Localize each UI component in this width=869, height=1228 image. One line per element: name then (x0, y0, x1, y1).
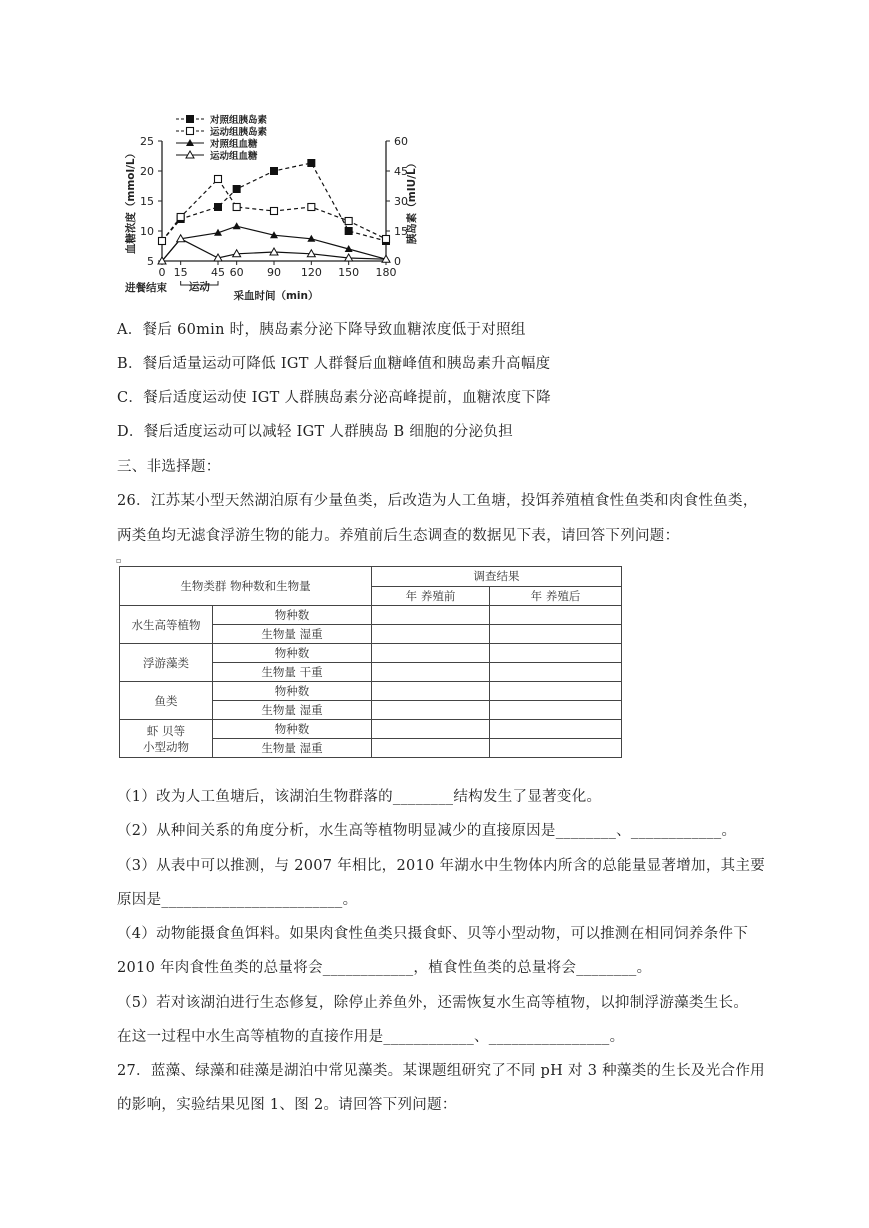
table-col-before: 年 养殖前 (372, 586, 490, 606)
q26-stem-2: 两类鱼均无滤食浮游生物的能力。养殖前后生态调查的数据见下表，请回答下列问题： (117, 528, 680, 544)
table-metric: 物种数 (213, 720, 372, 739)
legend-label: 对照组血糖 (210, 139, 258, 150)
q26-part-1: （1）改为人工鱼塘后，该湖泊生物群落的________结构发生了显著变化。 (117, 789, 602, 805)
section-title: 三、非选择题： (117, 459, 221, 475)
data-point (308, 204, 315, 211)
y-tick-label-left: 20 (140, 165, 154, 178)
survey-table (119, 566, 622, 758)
data-point (233, 204, 240, 211)
table-anchor-mark: ▫ (116, 556, 122, 565)
y-tick-label-left: 25 (140, 135, 154, 148)
y-tick-label-right: 15 (394, 225, 408, 238)
table-cell (490, 606, 622, 625)
option-c: C．餐后适度运动使 IGT 人群胰岛素分泌高峰提前，血糖浓度下降 (117, 390, 551, 406)
glucose-insulin-chart (118, 112, 418, 304)
table-metric: 生物量 干重 (213, 663, 372, 682)
x-tick-label: 60 (229, 266, 244, 279)
table-group-line-2: 小型动物 (143, 739, 189, 754)
table-group-small-animals (120, 720, 213, 758)
data-point (271, 208, 278, 215)
table-metric: 生物量 湿重 (213, 701, 372, 720)
x-tick-label: 180 (375, 266, 397, 279)
x-tick-label: 150 (338, 266, 360, 279)
q26-part-4-line-2: 2010 年肉食性鱼类的总量将会____________，植食性鱼类的总量将会________。 (117, 960, 652, 976)
q26-part-5-line-1: （5）若对该湖泊进行生态修复，除停止养鱼外，还需恢复水生高等植物，以抑制浮游藻类生长。 (117, 995, 749, 1011)
y-axis-label-left: 血糖浓度（mmol/L） (125, 147, 137, 255)
x-tick-label: 45 (211, 266, 225, 279)
y-tick-label-right: 45 (394, 165, 408, 178)
data-point (215, 176, 222, 183)
x-tick-label: 0 (158, 266, 166, 279)
y-tick-label-left: 5 (147, 255, 154, 268)
data-point (187, 116, 194, 123)
table-metric: 生物量 湿重 (213, 739, 372, 758)
table-header-left: 生物类群 物种数和生物量 (120, 567, 372, 606)
x-tick-label: 15 (173, 266, 188, 279)
table-cell (490, 701, 622, 720)
table-cell (490, 625, 622, 644)
data-point (308, 160, 315, 167)
table-metric: 生物量 湿重 (213, 625, 372, 644)
table-header-right: 调查结果 (372, 567, 622, 587)
q26-stem-1: 26．江苏某小型天然湖泊原有少量鱼类，后改造为人工鱼塘，投饵养殖植食性鱼类和肉食性鱼类， (117, 493, 758, 509)
legend-label: 运动组胰岛素 (210, 127, 268, 138)
data-point (345, 228, 352, 235)
table-cell (490, 682, 622, 701)
x-annotation-meal-end: 进餐结束 (125, 282, 167, 294)
table-group-algae: 浮游藻类 (120, 644, 213, 682)
table-col-after: 年 养殖后 (490, 586, 622, 606)
table-metric: 物种数 (213, 606, 372, 625)
data-point (233, 186, 240, 193)
legend-label: 运动组血糖 (210, 151, 258, 162)
option-d: D．餐后适度运动可以减轻 IGT 人群胰岛 B 细胞的分泌负担 (117, 424, 513, 440)
q26-part-3-line-1: （3）从表中可以推测，与 2007 年相比，2010 年湖水中生物体内所含的总能量显著增加，其主要 (117, 858, 766, 874)
chart-series (158, 160, 390, 265)
data-point (177, 214, 184, 221)
table-group-fish: 鱼类 (120, 682, 213, 720)
table-cell (490, 720, 622, 739)
data-point (215, 204, 222, 211)
x-tick-label: 120 (300, 266, 322, 279)
table-metric: 物种数 (213, 682, 372, 701)
table-cell (372, 739, 490, 758)
option-b: B．餐后适量运动可降低 IGT 人群餐后血糖峰值和胰岛素升高幅度 (117, 356, 551, 372)
chart-legend (176, 114, 268, 162)
table-cell (372, 720, 490, 739)
q26-part-5-line-2: 在这一过程中水生高等植物的直接作用是____________、________________。 (117, 1029, 625, 1045)
table-cell (490, 644, 622, 663)
y-tick-label-right: 0 (394, 255, 401, 268)
q26-part-4-line-1: （4）动物能摄食鱼饵料。如果肉食性鱼类只摄食虾、贝等小型动物，可以推测在相同饲养条件下 (117, 926, 749, 942)
table-cell (372, 625, 490, 644)
table-cell (372, 663, 490, 682)
y-tick-label-right: 60 (394, 135, 408, 148)
legend-label: 对照组胰岛素 (210, 115, 268, 126)
data-point (383, 236, 390, 243)
x-tick-label: 90 (267, 266, 281, 279)
q26-part-2: （2）从种间关系的角度分析，水生高等植物明显减少的直接原因是________、____________。 (117, 823, 737, 839)
y-tick-label-right: 30 (394, 195, 408, 208)
table-cell (372, 701, 490, 720)
table-metric: 物种数 (213, 644, 372, 663)
q27-stem-1: 27．蓝藻、绿藻和硅藻是湖泊中常见藻类。某课题组研究了不同 pH 对 3 种藻类的生长及光合作用 (117, 1063, 765, 1079)
chart-labels (124, 135, 418, 302)
table-cell (490, 663, 622, 682)
q27-stem-2: 的影响，实验结果见图 1、图 2。请回答下列问题： (117, 1097, 457, 1113)
y-axis-label-right: 胰岛素（mIU/L） (406, 157, 418, 245)
table-cell (372, 682, 490, 701)
table-cell (490, 739, 622, 758)
y-tick-label-left: 15 (140, 195, 154, 208)
option-a: A．餐后 60min 时，胰岛素分泌下降导致血糖浓度低于对照组 (117, 322, 526, 338)
q26-part-3-line-2: 原因是________________________。 (117, 892, 358, 908)
data-point (159, 238, 166, 245)
data-point (271, 168, 278, 175)
table-group-line-1: 虾 贝等 (146, 723, 186, 738)
table-cell (372, 644, 490, 663)
data-point (187, 128, 194, 135)
y-tick-label-left: 10 (140, 225, 154, 238)
data-point (345, 218, 352, 225)
data-point (233, 222, 241, 229)
table-group-plants: 水生高等植物 (120, 606, 213, 644)
table-cell (372, 606, 490, 625)
x-axis-label: 采血时间（min） (233, 290, 319, 302)
data-point (270, 248, 278, 255)
x-annotation-exercise: 运动 (188, 281, 210, 293)
